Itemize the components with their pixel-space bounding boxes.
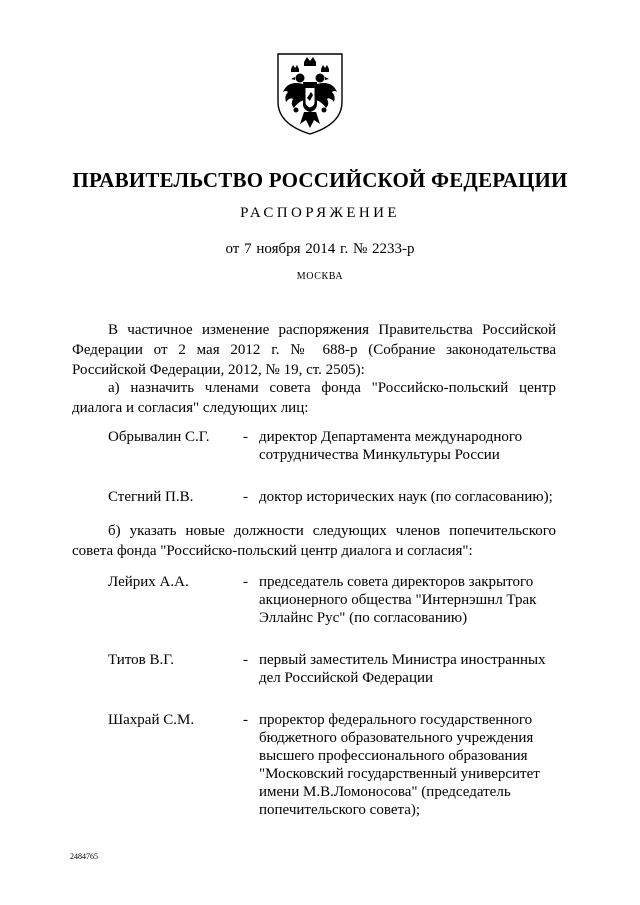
list-a — [108, 428, 568, 506]
dash-separator: - — [243, 574, 248, 590]
list-b — [108, 573, 568, 819]
person-name: Лейрих А.А. — [108, 574, 189, 590]
list-item — [108, 488, 568, 506]
item-b-paragraph: б) указать новые должности следующих членов попечительского совета фонда "Российско-польский центр диалога и согласия": — [72, 523, 556, 559]
dash-separator: - — [243, 652, 248, 668]
person-name: Стегний П.В. — [108, 489, 194, 505]
list-item — [108, 651, 568, 687]
coat-of-arms-icon — [274, 50, 346, 136]
intro-paragraph: В частичное изменение распоряжения Правительства Российской Федерации от 2 мая 2012 г. № 688-р (Собрание законодательства Российской Федерации, 2012, № 19, ст. 2505): — [72, 322, 556, 378]
person-position: проректор федерального государственного бюджетного образовательного учреждения высшего профессионального образования "Московский государственный университет имени М.В.Ломоносова" (председатель попечительского совета); — [259, 712, 540, 818]
dash-separator: - — [243, 712, 248, 728]
item-a-paragraph: а) назначить членами совета фонда "Российско-польский центр диалога и согласия" следующих лиц: — [72, 380, 556, 416]
dash-separator: - — [243, 429, 248, 445]
person-position: доктор исторических наук (по согласованию); — [259, 489, 553, 505]
person-name: Шахрай С.М. — [108, 712, 195, 728]
document-date-number: от 7 ноября 2014 г. № 2233-р — [225, 241, 415, 257]
person-position: первый заместитель Министра иностранных дел Российской Федерации — [259, 652, 546, 686]
person-position: директор Департамента международного сотрудничества Минкультуры России — [259, 429, 523, 463]
government-title: ПРАВИТЕЛЬСТВО РОССИЙСКОЙ ФЕДЕРАЦИИ — [72, 168, 568, 192]
document-code: 2484765 — [70, 852, 98, 861]
list-item — [108, 711, 568, 819]
list-item — [108, 573, 568, 627]
person-name: Титов В.Г. — [108, 652, 174, 668]
list-item — [108, 428, 568, 464]
dash-separator: - — [243, 489, 248, 505]
person-position: председатель совета директоров закрытого акционерного общества "Интернэшнл Трак Эллайнс Рус" (по согласованию) — [259, 574, 537, 626]
person-name: Обрывалин С.Г. — [108, 429, 210, 445]
document-type: РАСПОРЯЖЕНИЕ — [240, 205, 400, 221]
document-city: МОСКВА — [296, 271, 344, 282]
